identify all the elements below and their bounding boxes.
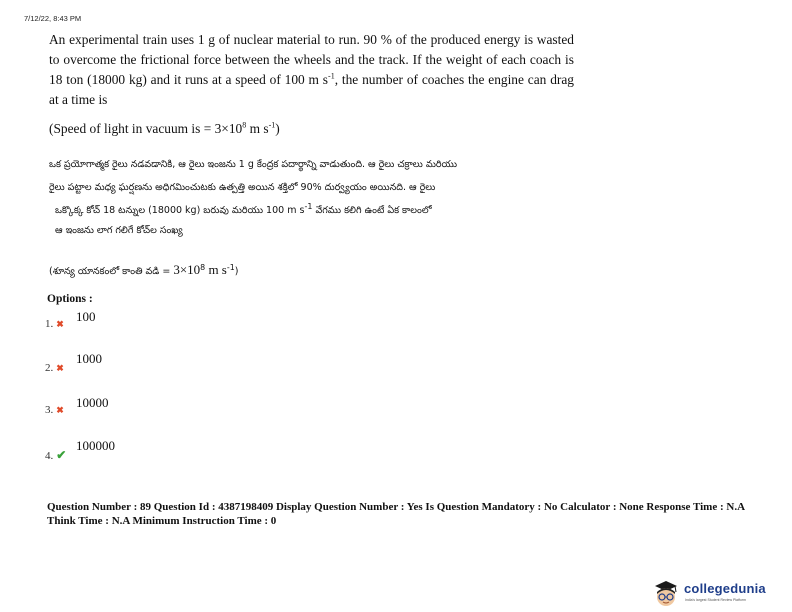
- telugu-line-3: [49, 199, 589, 222]
- question-metadata: Question Number : 89 Question Id : 4387198409 Display Question Number : Yes Is Question Mandatory : No Calculator : None Response Time : N.A Think Time : N.A Minimum Instruction Time : 0: [47, 501, 745, 527]
- question-text-english: [49, 30, 574, 110]
- telugu-const-number: 3×10: [173, 262, 201, 277]
- option-1-value: 100: [76, 309, 96, 324]
- speed-of-light-telugu: [49, 262, 238, 279]
- telugu-superscript: -1: [304, 201, 313, 211]
- const-exponent: 8: [242, 120, 247, 130]
- option-3-number: [45, 404, 64, 416]
- check-mark-icon: ✔: [56, 448, 67, 462]
- speed-of-light-english: [49, 121, 280, 137]
- wrong-mark-icon: ✖: [56, 319, 64, 329]
- telugu-const-suffix: ): [234, 266, 239, 277]
- telugu-const-prefix: (శూన్య యానకంలో కాంతి వడి =: [49, 266, 174, 277]
- telugu-line-3b: వేగము కలిగి ఉంటే ఏక కాలంలో: [312, 205, 432, 216]
- collegedunia-logo: [651, 578, 791, 608]
- const-suffix: ): [275, 121, 280, 136]
- option-1-number: [45, 318, 64, 330]
- option-2-value: 1000: [76, 351, 102, 366]
- telugu-line-4: ఆ ఇంజను లాగ గలిగే కోచ్‌ల సంఖ్య: [55, 225, 183, 236]
- question-english-part2: , the number of coaches the engine can drag at a time is: [49, 72, 574, 107]
- telugu-line-2: రైలు పట్టాల మధ్య ఘర్షణను అధిగమించుటకు ఉత్పత్తి అయిన శక్తిలో 90% దుర్వ్యయం అయినది. ఆ రైలు: [49, 182, 436, 193]
- const-unit-exponent: -1: [268, 120, 276, 130]
- telugu-const-unit: m s: [205, 262, 227, 277]
- option-number: 4.: [45, 450, 54, 462]
- options-label: Options :: [47, 293, 93, 305]
- const-unit: m s: [246, 121, 269, 136]
- mascot-face-icon: [651, 578, 681, 608]
- option-4-number: [45, 448, 66, 463]
- question-text-telugu: [49, 153, 589, 240]
- logo-wordmark: collegedunia: [684, 581, 766, 596]
- timestamp: 7/12/22, 8:43 PM: [24, 14, 82, 23]
- logo-tagline: India's largest Student Review Platform: [685, 598, 746, 602]
- option-number: 2.: [45, 362, 54, 374]
- wrong-mark-icon: ✖: [56, 405, 64, 415]
- superscript: -1: [328, 71, 335, 81]
- option-2-number: [45, 362, 64, 374]
- question-english-part1: An experimental train uses 1 g of nuclear material to run. 90 % of the produced energy is wasted to overcome the frictional force between the wheels and the track. If the weight of each coach is 18 ton (18000 kg) and it runs at a speed of 100 m s: [49, 32, 574, 87]
- wrong-mark-icon: ✖: [56, 363, 64, 373]
- option-number: 1.: [45, 318, 54, 330]
- const-prefix: (Speed of light in vacuum is = 3×10: [49, 121, 243, 136]
- telugu-line-3a: ఒక్కొక్క కోచ్ 18 టన్నుల (18000 kg) బరువు మరియు 100 m s: [55, 205, 305, 216]
- option-number: 3.: [45, 404, 54, 416]
- option-4-value: 100000: [76, 438, 115, 453]
- telugu-const-exponent: 8: [200, 262, 206, 272]
- option-3-value: 10000: [76, 395, 109, 410]
- telugu-line-1: ఒక ప్రయోగాత్మక రైలు నడవడానికి, ఆ రైలు ఇంజను 1 g కేంద్రక పదార్థాన్ని వాడుతుంది. ఆ రైలు చక్రాలు మరియు: [49, 159, 458, 170]
- telugu-const-unit-exponent: -1: [226, 262, 235, 272]
